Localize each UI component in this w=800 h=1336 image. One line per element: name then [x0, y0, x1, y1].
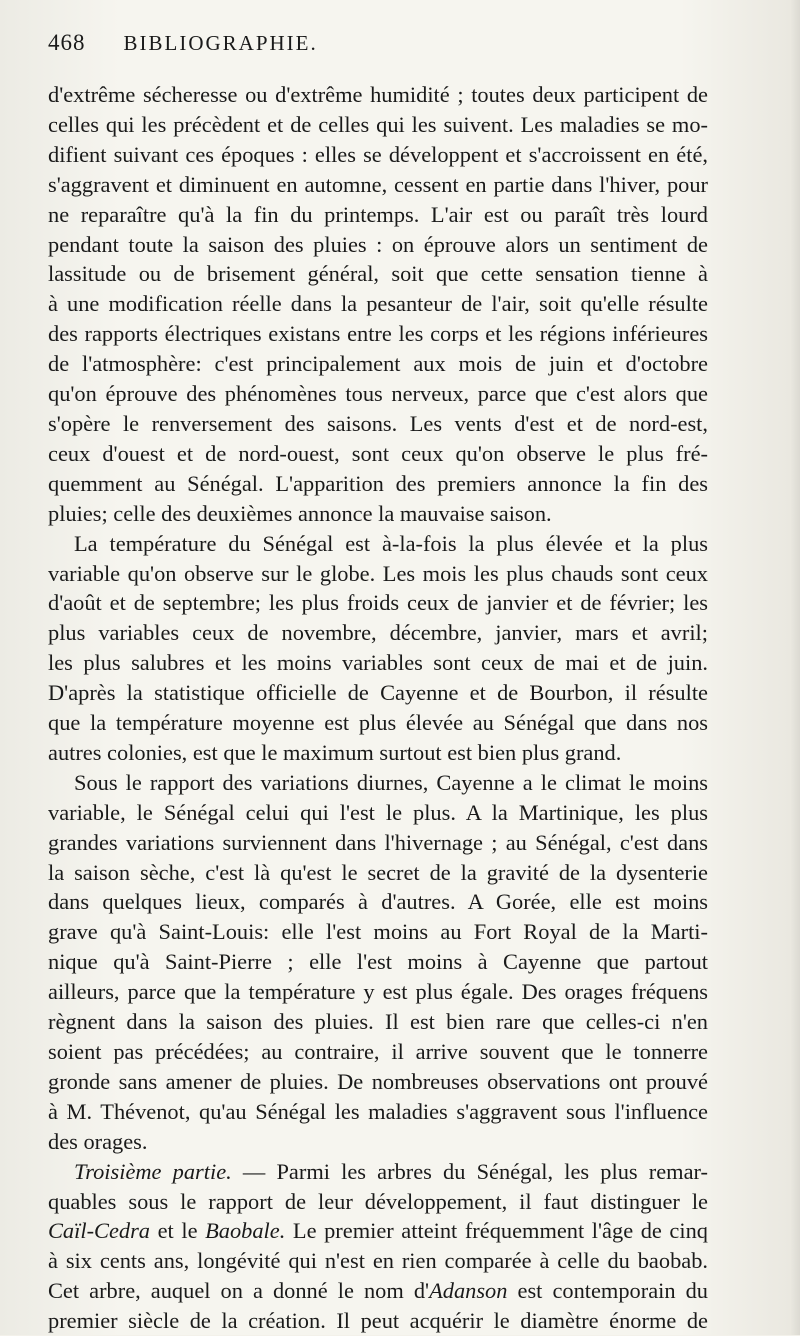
text-line: à M. Thévenot, qu'au Sénégal les maladies s'aggravent sous l'influence	[48, 1098, 708, 1124]
text-line: qu'on éprouve des phénomènes tous nerveux, parce que c'est alors que	[48, 381, 708, 407]
page-header	[48, 30, 708, 80]
text-segment: est contemporain du	[507, 1278, 708, 1304]
text-line: quables sous le rapport de leur développement, il faut distinguer le	[48, 1188, 708, 1214]
text-line: autres colonies, est que le maximum surtout est bien plus grand.	[48, 739, 622, 765]
text-line: nique qu'à Saint-Pierre ; elle l'est moins à Cayenne que partout	[48, 949, 708, 975]
text-line	[48, 1276, 708, 1306]
text-line: de l'atmosphère: c'est principalement aux mois de juin et d'octobre	[48, 351, 708, 377]
text-line: difient suivant ces époques : elles se développent et s'accroissent en été,	[48, 141, 708, 167]
paragraph-2	[48, 529, 708, 768]
text-line: premier siècle de la création. Il peut acquérir le diamètre énorme de	[48, 1308, 708, 1334]
text-segment: — Parmi les arbres du Sénégal, les plus remar-	[231, 1158, 708, 1184]
text-line: pendant toute la saison des pluies : on éprouve alors un sentiment de	[48, 231, 708, 257]
text-line: dans quelques lieux, comparés à d'autres. A Gorée, elle est moins	[48, 889, 708, 915]
text-line: variable, le Sénégal celui qui l'est le plus. A la Martinique, les plus	[48, 799, 708, 825]
text-line: pluies; celle des deuxièmes annonce la mauvaise saison.	[48, 500, 552, 526]
running-head: BIBLIOGRAPHIE.	[123, 31, 318, 55]
text-line: d'août et de septembre; les plus froids ceux de janvier et de février; les	[48, 590, 708, 616]
text-line: celles qui les précèdent et de celles qui les suivent. Les maladies se mo-	[48, 111, 708, 137]
section-label: Troisième partie.	[74, 1158, 232, 1184]
page-edge-shadow	[790, 0, 800, 1335]
paragraph-3	[48, 768, 708, 1157]
text-line: grandes variations surviennent dans l'hivernage ; au Sénégal, c'est dans	[48, 829, 708, 855]
text-line: règnent dans la saison des pluies. Il est bien rare que celles-ci n'en	[48, 1009, 708, 1035]
text-line: plus variables ceux de novembre, décembre, janvier, mars et avril;	[48, 620, 708, 646]
text-line: ne reparaître qu'à la fin du printemps. L'air est ou paraît très lourd	[48, 201, 708, 227]
text-line	[48, 1157, 708, 1187]
text-line: grave qu'à Saint-Louis: elle l'est moins au Fort Royal de la Marti-	[48, 919, 708, 945]
text-line: la saison sèche, c'est là qu'est le secret de la gravité de la dysenterie	[48, 859, 708, 885]
text-line: quemment au Sénégal. L'apparition des premiers annonce la fin des	[48, 470, 708, 496]
text-line: s'aggravent et diminuent en automne, cessent en partie dans l'hiver, pour	[48, 171, 708, 197]
text-line: ceux d'ouest et de nord-ouest, sont ceux qu'on observe le plus fré-	[48, 440, 708, 466]
text-segment: et le	[150, 1218, 206, 1244]
text-line: que la température moyenne est plus élevée au Sénégal que dans nos	[48, 710, 708, 736]
text-line: La température du Sénégal est à-la-fois la plus élevée et la plus	[74, 530, 708, 556]
body-text	[48, 80, 708, 1336]
text-line: Sous le rapport des variations diurnes, Cayenne a le climat le moins	[74, 769, 708, 795]
paragraph-1	[48, 80, 708, 529]
text-line	[48, 1216, 708, 1246]
text-line: des rapports électriques existans entre les corps et les régions inférieures	[48, 321, 708, 347]
page-number: 468	[48, 30, 86, 55]
text-line: s'opère le renversement des saisons. Les vents d'est et de nord-est,	[48, 410, 708, 436]
text-line: D'après la statistique officielle de Cayenne et de Bourbon, il résulte	[48, 680, 708, 706]
text-line: des orages.	[48, 1128, 148, 1154]
text-line: les plus salubres et les moins variables sont ceux de mai et de juin.	[48, 650, 708, 676]
text-segment: Le premier atteint fréquemment l'âge de cinq	[285, 1218, 708, 1244]
person-name: Adanson	[429, 1278, 508, 1304]
text-segment: Cet arbre, auquel on a donné le nom d'	[48, 1278, 430, 1304]
text-line: lassitude ou de brisement général, soit que cette sensation tienne à	[48, 261, 708, 287]
text-line: gronde sans amener de pluies. De nombreuses observations ont prouvé	[48, 1068, 708, 1094]
tree-name: Caïl-Cedra	[48, 1218, 151, 1244]
text-line: ailleurs, parce que la température y est plus égale. Des orages fréquens	[48, 979, 708, 1005]
tree-name: Baobale.	[205, 1218, 286, 1244]
text-line: à une modification réelle dans la pesanteur de l'air, soit qu'elle résulte	[48, 291, 708, 317]
text-line: d'extrême sécheresse ou d'extrême humidité ; toutes deux participent de	[48, 82, 708, 107]
paragraph-4	[48, 1157, 708, 1336]
text-line: soient pas précédées; au contraire, il arrive souvent que le tonnerre	[48, 1039, 708, 1064]
text-line: à six cents ans, longévité qui n'est en rien comparée à celle du baobab.	[48, 1248, 708, 1274]
text-line: variable qu'on observe sur le globe. Les mois les plus chauds sont ceux	[48, 560, 708, 586]
